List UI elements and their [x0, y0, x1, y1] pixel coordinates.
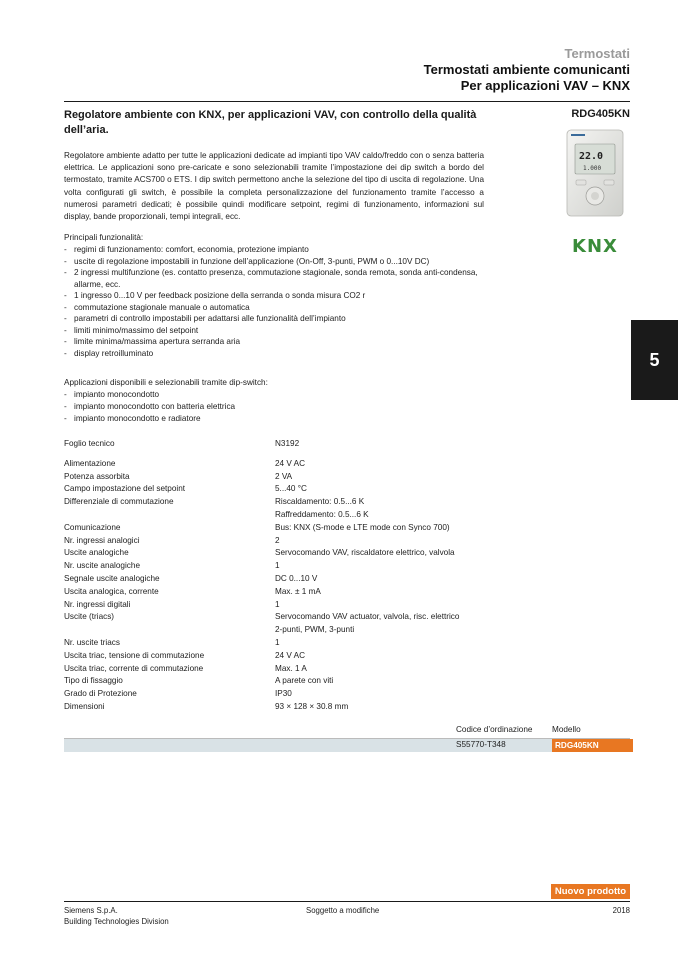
feature-item: - parametri di controllo impostabili per adattarsi alle funzionalità dell’impianto [64, 313, 494, 325]
spec-value: Max. 1 A [275, 663, 307, 673]
thermostat-device-image [565, 128, 627, 218]
spec-label: Uscite analogiche [64, 548, 129, 558]
spec-row [64, 522, 494, 535]
chapter-tab: 5 [631, 320, 678, 400]
spec-label: Alimentazione [64, 458, 116, 468]
spec-row [64, 599, 494, 612]
spec-value: 24 V AC [275, 458, 306, 468]
spec-value: Max. ± 1 mA [275, 586, 321, 596]
feature-item: - 1 ingresso 0...10 V per feedback posizione della serranda o sonda misura CO2 r [64, 290, 494, 302]
new-product-badge: Nuovo prodotto [551, 884, 630, 899]
spec-label: Uscita analogica, corrente [64, 586, 159, 596]
spec-row [64, 535, 494, 548]
spec-row [64, 573, 494, 586]
footer-company [64, 906, 169, 927]
footer-division: Building Technologies Division [64, 916, 169, 926]
application-item: - impianto monocondotto e radiatore [64, 413, 235, 425]
spec-value: Riscaldamento: 0.5...6 K [275, 497, 365, 507]
spec-label: Potenza assorbita [64, 471, 130, 481]
applications-title: Applicazioni disponibili e selezionabili tramite dip-switch: [64, 378, 268, 387]
spec-row [64, 496, 494, 509]
spec-value: 1 [275, 637, 280, 647]
spec-value: 2-punti, PWM, 3-punti [275, 625, 355, 635]
spec-value: Raffreddamento: 0.5...6 K [275, 509, 369, 519]
spec-row [64, 509, 494, 522]
footer-company-name: Siemens S.p.A. [64, 906, 118, 915]
top-divider [64, 101, 630, 102]
order-header [64, 725, 630, 737]
specs-table [64, 438, 494, 714]
spec-value: Bus: KNX (S-mode e LTE mode con Synco 700) [275, 522, 450, 532]
spec-label: Comunicazione [64, 522, 121, 532]
spec-row [64, 663, 494, 676]
spec-row [64, 547, 494, 560]
spec-row [64, 701, 494, 714]
header-title-line2: Per applicazioni VAV – KNX [460, 78, 630, 93]
svg-text:KNX: KNX [572, 236, 618, 256]
applications-list [64, 389, 235, 424]
feature-item: - display retroilluminato [64, 348, 494, 360]
features-title: Principali funzionalità: [64, 233, 144, 242]
spec-value: 5...40 °C [275, 484, 307, 494]
order-code: S55770-T348 [456, 740, 506, 749]
knx-logo [570, 234, 624, 256]
spec-label: Uscita triac, tensione di commutazione [64, 650, 205, 660]
spec-value: Servocomando VAV, riscaldatore elettrico, valvola [275, 548, 455, 558]
spec-row [64, 458, 494, 471]
feature-item: - commutazione stagionale manuale o automatica [64, 302, 494, 314]
spec-value: 24 V AC [275, 650, 306, 660]
spec-label: Differenziale di commutazione [64, 497, 174, 507]
order-model: RDG405KN [552, 739, 633, 752]
spec-label: Tipo di fissaggio [64, 676, 123, 686]
application-item: - impianto monocondotto con batteria elettrica [64, 401, 235, 413]
page-header [424, 46, 630, 94]
datasheet-label: Foglio tecnico [64, 439, 115, 448]
device-sub-readout: 1.000 [583, 165, 602, 172]
spec-value: 2 [275, 535, 280, 545]
datasheet-value: N3192 [275, 439, 300, 448]
footer-note: Soggetto a modifiche [306, 906, 380, 915]
spec-label: Segnale uscite analogiche [64, 573, 160, 583]
category-label: Termostati [564, 46, 630, 61]
spec-row [64, 624, 494, 637]
spec-value: IP30 [275, 689, 292, 699]
spec-label: Nr. ingressi analogici [64, 535, 140, 545]
spec-value: 1 [275, 599, 280, 609]
application-item: - impianto monocondotto [64, 389, 235, 401]
spec-value: A parete con viti [275, 676, 334, 686]
spec-row [64, 688, 494, 701]
spec-row [64, 586, 494, 599]
spec-row [64, 675, 494, 688]
spec-value: 93 × 128 × 30.8 mm [275, 701, 349, 711]
product-model: RDG405KN [571, 108, 630, 120]
spec-label: Uscita triac, corrente di commutazione [64, 663, 204, 673]
bottom-divider [64, 901, 630, 902]
feature-item: - 2 ingressi multifunzione (es. contatto presenza, commutazione stagionale, sonda remota, sonda anti-condensa, allarme, ecc. [64, 267, 494, 290]
order-row [64, 738, 630, 752]
spec-value: 1 [275, 561, 280, 571]
feature-item: - uscite di regolazione impostabili in funzione dell’applicazione (On-Off, 3-punti, PWM o 0...10V DC) [64, 256, 494, 268]
features-list [64, 244, 494, 359]
spec-label: Dimensioni [64, 701, 105, 711]
datasheet-row [64, 438, 494, 451]
spec-value: Servocomando VAV actuator, valvola, risc. elettrico [275, 612, 460, 622]
spec-label [64, 624, 275, 637]
spec-row [64, 471, 494, 484]
spec-row [64, 637, 494, 650]
order-code-header: Codice d’ordinazione [456, 725, 533, 734]
footer-year: 2018 [612, 906, 630, 915]
order-model-header: Modello [552, 725, 581, 734]
device-temp-readout: 22.0 [579, 151, 604, 162]
spec-value: 2 VA [275, 471, 293, 481]
spec-label: Grado di Protezione [64, 689, 137, 699]
header-title-line1: Termostati ambiente comunicanti [423, 62, 630, 77]
spec-label: Campo impostazione del setpoint [64, 484, 186, 494]
spec-value: DC 0...10 V [275, 573, 318, 583]
spec-label [64, 509, 275, 522]
spec-label: Nr. ingressi digitali [64, 599, 131, 609]
feature-item: - regimi di funzionamento: comfort, economia, protezione impianto [64, 244, 494, 256]
spec-label: Nr. uscite triacs [64, 637, 120, 647]
spec-row [64, 650, 494, 663]
spec-row [64, 483, 494, 496]
spec-row [64, 611, 494, 624]
feature-item: - limite minima/massima apertura serranda aria [64, 336, 494, 348]
spec-row [64, 560, 494, 573]
product-description: Regolatore ambiente adatto per tutte le applicazioni dedicate ad impianti tipo VAV caldo/freddo con o senza batteria elettrica. Le applicazioni sono pre-caricate e sono selezionabili tramite l’impostazione dei dip switch a bordo del termostato, tramite ACS700 o ETS. I dip switch permettono anche la selezione del tipo di uscita di regolazione. Una volta configurati gli switch, è possibile la completa personalizzazione del funzionamento tramite l’accesso a numerosi parametri dedicati; è possibile quindi modificare setpoint, regimi di funzionamento, informazioni sul display, bande proporzionali, tempi integrali, ecc. [64, 151, 484, 222]
feature-item: - limiti minimo/massimo del setpoint [64, 325, 494, 337]
spec-label: Nr. uscite analogiche [64, 561, 141, 571]
product-title: Regolatore ambiente con KNX, per applicazioni VAV, con controllo della qualità dell’aria. [64, 109, 477, 136]
spec-label: Uscite (triacs) [64, 612, 115, 622]
